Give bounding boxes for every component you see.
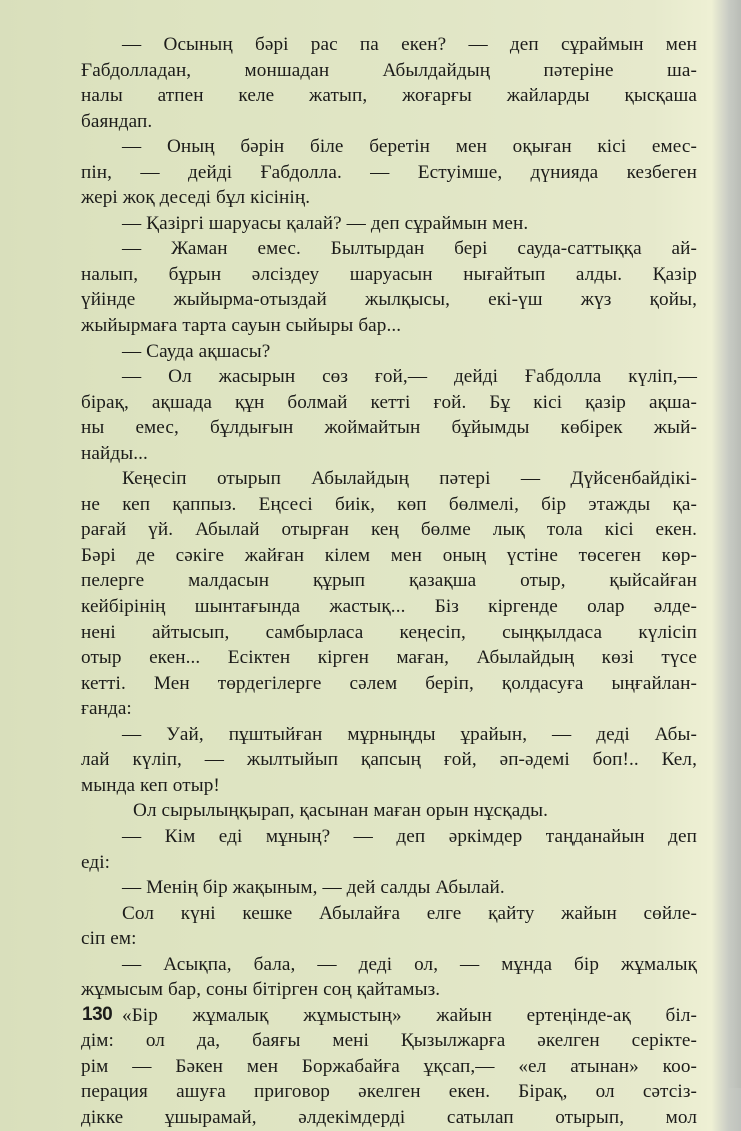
text-line: дікке ұшырамай, әлдекімдерді сатылап отырып, мол — [81, 1106, 697, 1128]
text-line: найды... — [81, 442, 148, 464]
page-number: 130 — [82, 1004, 113, 1025]
text-line: — Сауда ақшасы? — [122, 340, 271, 362]
text-line: кетті. Мен төрдегілерге сәлем беріп, қолдасуға ыңғайлан- — [81, 672, 697, 694]
text-line: сіп ем: — [81, 928, 137, 950]
text-line: Ол сырылыңқырап, қасынан маған орын нұсқады. — [133, 800, 549, 822]
text-line: жері жоқ деседі бұл кісінің. — [81, 187, 311, 209]
text-line: кейбірінің шынтағында жастық... Біз кіргенде олар әлде- — [81, 596, 697, 618]
text-line: дім: ол да, баяғы мені Қызылжарға әкелген серікте- — [81, 1030, 697, 1052]
text-line: не кеп қаппыз. Еңсесі биік, көп бөлмелі, бір этажды қа- — [81, 493, 697, 515]
text-line: перация ашуға приговор әкелген екен. Бірақ, ол сәтсіз- — [81, 1081, 697, 1103]
page-body-text — [81, 32, 697, 1131]
text-line: налы атпен келе жатып, жоғарғы жайларды қысқаша — [81, 85, 697, 107]
text-line: ғанда: — [81, 698, 132, 720]
text-line: рағай үй. Абылай отырған кең бөлме лық тола кісі екен. — [81, 519, 697, 541]
text-line: Ғабдолладан, моншадан Абылдайдың пәтеріне ша- — [81, 59, 697, 81]
text-line: пелерге малдасын құрып қазақша отыр, қыйсайған — [81, 570, 697, 592]
text-line: нені айтысып, самбырласа кеңесіп, сыңқылдаса күлісіп — [81, 621, 697, 643]
text-line: жыйырмаға тарта сауын сыйыры бар... — [81, 315, 402, 337]
text-line: лай күліп, — жылтыйып қапсың ғой, әп-әдемі боп!.. Кел, — [81, 749, 697, 771]
text-line: ны емес, бұлдығын жоймайтын бұйымды көбірек жый- — [81, 417, 697, 439]
text-line: — Ол жасырын сөз ғой,— дейді Ғабдолла күліп,— — [122, 366, 697, 388]
text-line: — Менің бір жақыным, — дей салды Абылай. — [122, 877, 505, 899]
text-line: — Асықпа, бала, — деді ол, — мұнда бір жұмалық — [122, 953, 697, 975]
text-line: баяндап. — [81, 110, 153, 132]
text-line: үйінде жыйырма-отыздай жылқысы, екі-үш жүз қойы, — [81, 289, 697, 311]
text-line: отыр екен... Есіктен кірген маған, Абылайдың көзі түсе — [81, 647, 697, 669]
text-line: — Оның бәрін біле беретін мен оқыған кісі емес- — [122, 136, 697, 158]
text-line: — Осының бәрі рас па екен? — деп сұраймын мен — [122, 34, 697, 55]
text-line: мында кеп отыр! — [81, 774, 220, 796]
text-line: — Қазіргі шаруасы қалай? — деп сұраймын мен. — [122, 212, 529, 234]
page-edge-shadow — [728, 0, 741, 1088]
text-line: Сол күні кешке Абылайға елге қайту жайын сөйле- — [122, 902, 697, 924]
text-line: налып, бұрын әлсіздеу шаруасын нығайтып алды. Қазір — [81, 263, 697, 285]
text-line: Кеңесіп отырып Абылайдың пәтері — Дүйсенбайдікі- — [122, 468, 697, 490]
text-line: — Уай, пұштыйған мұрныңды ұрайын, — деді Абы- — [122, 723, 697, 745]
text-line: — Кім еді мұның? — деп әркімдер таңданайын деп — [122, 825, 697, 847]
text-line: рім — Бәкен мен Боржабайға ұқсап,— «ел атынан» коо- — [81, 1055, 697, 1077]
text-line: Бәрі де сәкіге жайған кілем мен оның үстіне төсеген көр- — [81, 544, 697, 566]
text-line: жұмысым бар, соны бітірген соң қайтамыз. — [81, 979, 441, 1001]
text-line: «Бір жұмалық жұмыстың» жайын ертеңінде-ақ біл- — [122, 1004, 697, 1026]
text-line: еді: — [81, 851, 111, 873]
text-line: бірақ, ақшада құн болмай кетті ғой. Бұ кісі қазір ақша- — [81, 391, 697, 413]
text-line: пін, — дейді Ғабдолла. — Естуімше, дүнияда кезбеген — [81, 161, 697, 183]
text-line: — Жаман емес. Былтырдан бері сауда-саттыққа ай- — [122, 238, 697, 260]
